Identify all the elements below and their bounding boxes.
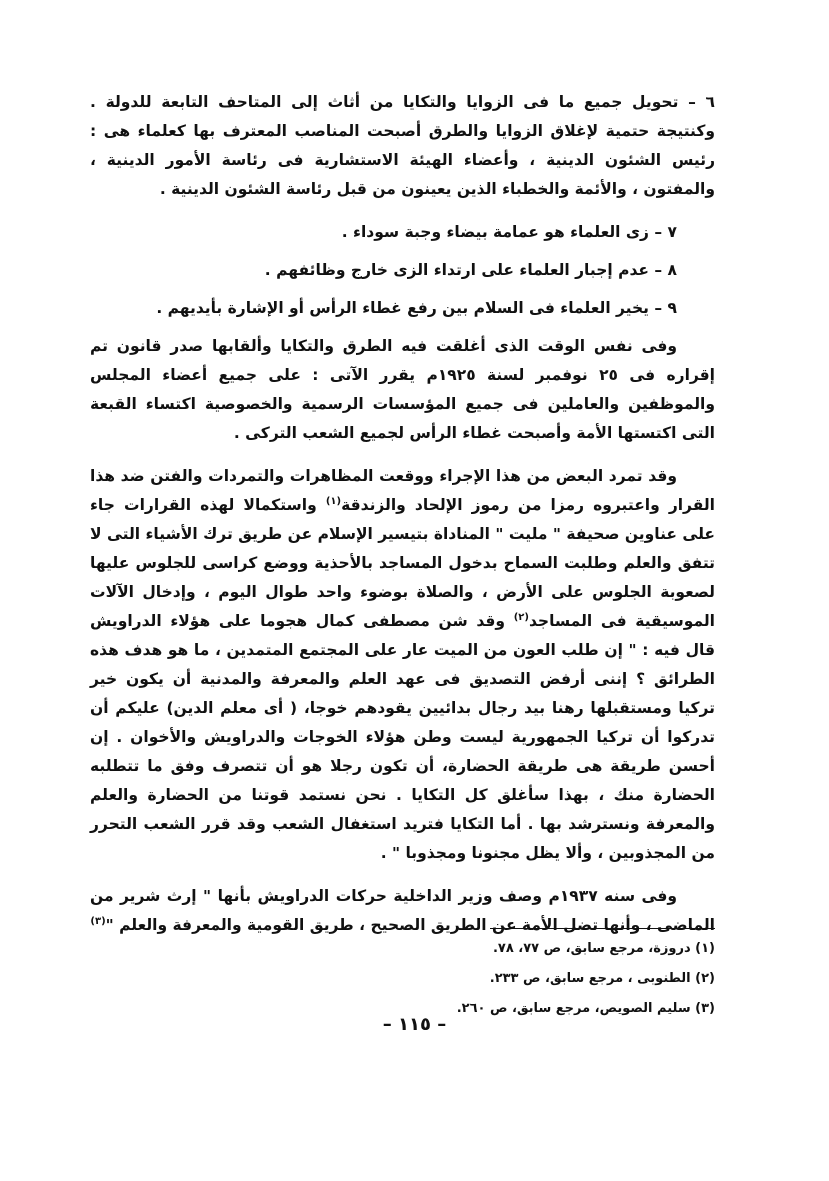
footnote-1: (١) دروزة، مرجع سابق، ص ٧٧، ٧٨. [492, 941, 715, 956]
paragraph-revolt [90, 462, 715, 868]
paragraph-revolt-text-c: وقد شن مصطفى كمال هجوما على هؤلاء الدراويش قال فيه : " إن طلب العون من الميت عار على المجتمع المتمدين ، ما هو هدف هذه الطرائق ؟ إننى أرفض التصديق فى عهد العلم والمعرفة والمدنية أن يكون خير تركيا ومستقبلها رهنا بيد رجال بدائيين يقودهم خوجا، ( أى معلم الدين) عليكم أن تدركوا أن تركيا الجمهورية ليست وطن هؤلاء الخوجات والدراويش والأخوان . إن أحسن طريقة هى طريقة الحضارة، أن تكون رجلا هو أن تتصرف وفق ما تتطلبه الحضارة منك ، بهذا سأغلق كل التكايا . نحن نستمد قوتنا من الحضارة والعلم والمعرفة ونسترشد بها . أما التكايا فتريد استغفال الشعب وقد قرر الشعب التحرر من المجذوبين ، وألا يظل مجنونا ومجذوبا " . [90, 612, 715, 862]
footnote-2: (٢) الطنوبى ، مرجع سابق، ص ٢٣٣. [489, 971, 715, 986]
list-item-8: ٨ – عدم إجبار العلماء على ارتداء الزى خارج وظائفهم . [264, 261, 677, 279]
page-number: – ١١٥ – [382, 1014, 447, 1035]
paragraph-revolt-text-a: وقد تمرد البعض من هذا الإجراء ووقعت المظاهرات والتمردات والفتن ضد هذا القرار واعتبروه رمزا من رموز الإلحاد والزندقة [90, 467, 715, 514]
paragraph-revolt-text-b: واستكمالا لهذه القرارات جاء على عناوين صحيفة " مليت " المناداة بتيسير الإسلام عن طريق ترك الأشياء التى لا تتفق والعلم وطلبت السماح بدخول المساجد بالأحذية ووضع كراسى للجلوس عليها لصعوبة الجلوس على الأرض ، والصلاة بوضوء واحد طوال اليوم ، وإدخال الآلات الموسيقية فى المساجد [90, 496, 715, 630]
footnote-ref-1: (١) [325, 495, 342, 507]
paragraph-1937 [90, 882, 715, 940]
footnote-3: (٣) سليم الصويص، مرجع سابق، ص ٢٦٠. [456, 1001, 715, 1016]
footnote-divider [490, 928, 715, 929]
footnotes [415, 934, 715, 1024]
list-item-9: ٩ – يخير العلماء فى السلام بين رفع غطاء الرأس أو الإشارة بأيديهم . [156, 299, 677, 317]
paragraph-item-6: ٦ – تحويل جميع ما فى الزوايا والتكايا من أثاث إلى المتاحف التابعة للدولة . وكنتيجة حتمية لإغلاق الزوايا والطرق أصبحت المناصب المعترف بها كعلماء هى : رئيس الشئون الدينية ، وأعضاء الهيئة الاستشارية فى رئاسة الأمور الدينية ، والمفتون ، والأئمة والخطباء الذين يعينون من قبل رئاسة الشئون الدينية . [90, 93, 715, 198]
paragraph-1937-text: وفى سنه ١٩٣٧م وصف وزير الداخلية حركات الدراويش بأنها " إرث شرير من الماضى ، وأنها تضل الأمة عن الطريق الصحيح ، طريق القومية والمعرفة والعلم " [90, 887, 715, 934]
paragraph-hat-law: وفى نفس الوقت الذى أغلقت فيه الطرق والتكايا وألقابها صدر قانون تم إقراره فى ٢٥ نوفمبر لسنة ١٩٢٥م يقرر الآتى : على جميع أعضاء المجلس والموظفين والعاملين فى جميع المؤسسات الرسمية والخصوصية اكتساء القبعة التى اكتستها الأمة وأصبحت غطاء الرأس لجميع الشعب التركى . [90, 337, 715, 442]
page-body [90, 88, 715, 954]
footnote-ref-3: (٣) [90, 915, 106, 927]
footnote-ref-2: (٢) [513, 611, 529, 623]
list-item-7: ٧ – زى العلماء هو عمامة بيضاء وجبة سوداء . [341, 223, 677, 241]
